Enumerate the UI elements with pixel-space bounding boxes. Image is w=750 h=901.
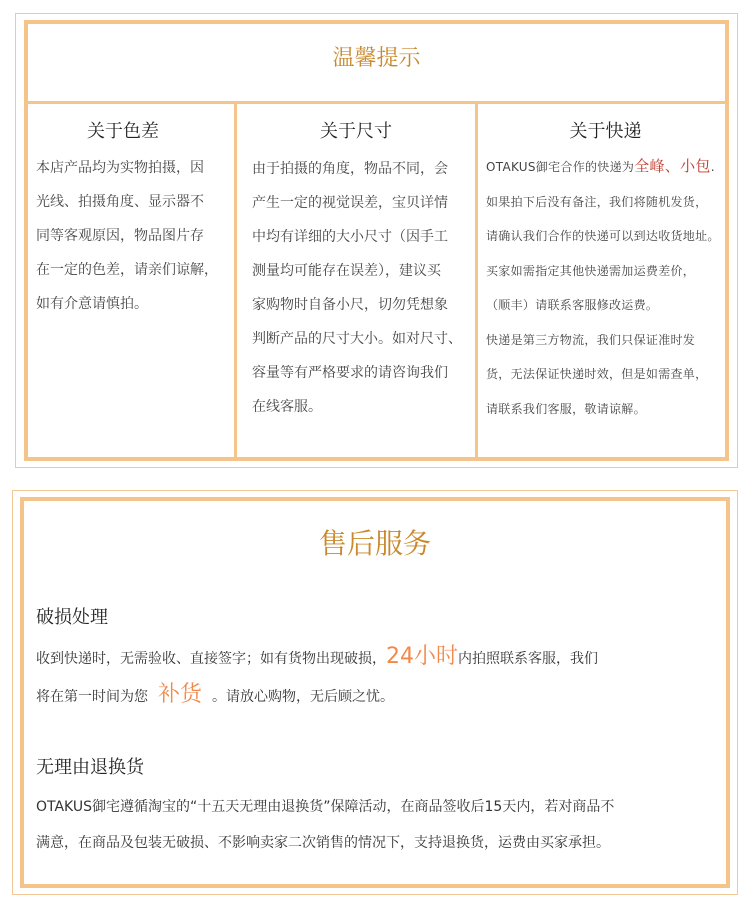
text-line: 同等客观原因，物品图片存	[36, 228, 204, 244]
text-line: 货，无法保证快递时效，但是如需查单，	[486, 367, 708, 381]
damage-text-part: 将在第一时间为您	[36, 689, 148, 705]
damage-text-part: 。请放心购物，无后顾之忧。	[212, 689, 395, 705]
size-title: 关于尺寸	[320, 121, 392, 142]
text-line: 判断产品的尺寸大小。如对尺寸、	[252, 331, 462, 347]
text-line: 请确认我们合作的快递可以到达收货地址。	[486, 229, 720, 243]
damage-text-part: 内拍照联系客服，我们	[458, 651, 598, 667]
column-divider-2	[475, 104, 478, 457]
shipping-title: 关于快递	[569, 121, 642, 142]
text-line	[36, 639, 726, 677]
color-diff-text	[36, 151, 232, 321]
column-divider-1	[234, 104, 237, 457]
text-line	[486, 149, 731, 185]
text-line: 测量均可能存在误差），建议买	[252, 263, 441, 279]
after-sales-title: 售后服务	[318, 527, 431, 560]
after-sales-panel	[12, 490, 738, 895]
text-line: 请联系我们客服，敬请谅解。	[486, 401, 646, 416]
text-line: 在线客服。	[252, 399, 322, 415]
text-line: 快递是第三方物流，我们只保证准时发	[486, 332, 696, 347]
after-sales-frame	[20, 497, 730, 888]
text-line: 满意，在商品及包装无破损、不影响卖家二次销售的情况下，支持退换货，运费由买家承担。	[36, 835, 610, 851]
text-line: 中均有详细的大小尺寸（因手工	[252, 229, 448, 245]
text-line: OTAKUS御宅遵循淘宝的“十五天无理由退换货”保障活动，在商品签收后15天内，若对商品不	[36, 799, 615, 815]
damage-heading: 破损处理	[36, 607, 108, 628]
text-line: 容量等有严格要求的请咨询我们	[252, 365, 448, 381]
damage-text	[36, 639, 726, 715]
text-line: 在一定的色差，请亲们谅解，	[36, 262, 218, 278]
size-text	[252, 152, 474, 424]
text-line: 光线、拍摄角度、显示器不	[36, 194, 204, 210]
text-line: 家购物时自备小尺，切勿凭想象	[252, 297, 448, 313]
damage-text-part: 收到快递时，无需验收、直接签字；如有货物出现破损，	[36, 651, 386, 667]
shipping-carriers-highlight: 全峰、小包	[634, 157, 711, 175]
text-line	[36, 677, 726, 715]
notice-frame	[24, 20, 729, 461]
shipping-line-suffix: .	[710, 160, 715, 174]
returns-heading: 无理由退换货	[36, 757, 144, 778]
damage-restock-highlight: 补货	[158, 682, 203, 707]
notice-panel	[15, 13, 738, 468]
shipping-text	[486, 149, 731, 426]
text-line: 由于拍摄的角度，物品不同，会	[252, 161, 448, 177]
text-line: 如果拍下后没有备注，我们将随机发货，	[486, 194, 708, 209]
damage-24h-highlight: 24小时	[386, 644, 458, 669]
text-line: 本店产品均为实物拍摄，因	[36, 160, 204, 176]
color-diff-title: 关于色差	[87, 121, 159, 142]
text-line: 产生一定的视觉误差，宝贝详情	[252, 195, 448, 211]
text-line: 如有介意请慎拍。	[36, 296, 148, 312]
text-line: 买家如需指定其他快递需加运费差价，	[486, 263, 696, 278]
notice-title: 温馨提示	[332, 46, 421, 71]
shipping-line-prefix: OTAKUS御宅合作的快递为	[486, 160, 635, 174]
text-line: （顺丰）请联系客服修改运费。	[486, 298, 659, 312]
returns-text	[36, 789, 726, 861]
notice-title-divider	[28, 101, 725, 104]
